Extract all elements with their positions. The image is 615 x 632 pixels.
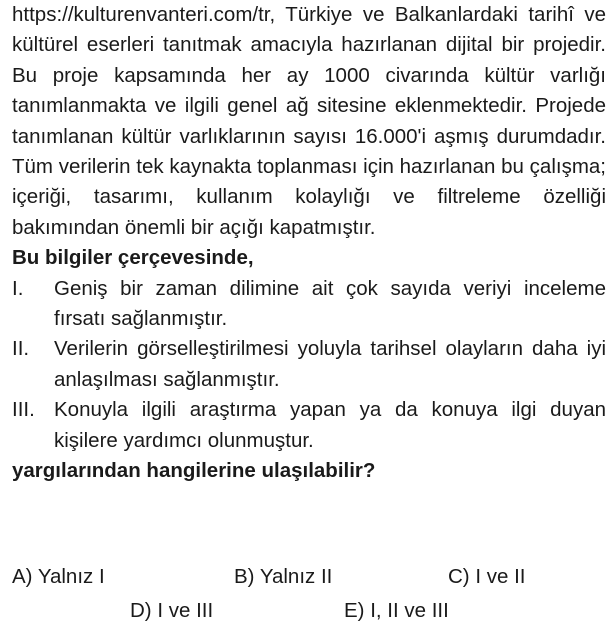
choice-b[interactable]: B) Yalnız II — [234, 565, 333, 588]
statement-item-2 — [12, 334, 606, 395]
question-block — [12, 0, 606, 487]
statement-number: III. — [12, 398, 35, 422]
statement-number: II. — [12, 337, 30, 361]
question-ask: yargılarından hangilerine ulaşılabilir? — [12, 459, 376, 483]
choice-e[interactable]: E) I, II ve III — [344, 599, 449, 622]
choice-a[interactable]: A) Yalnız I — [12, 565, 105, 588]
statement-text: Konuyla ilgili araştırma yapan ya da konuya ilgi duyan kişilere yardımcı olunmuştur. — [54, 398, 606, 452]
question-stem: https://kulturenvanteri.com/tr, Türkiye ve Balkanlardaki tarihî ve kültürel eserleri tanıtmak amacıyla hazırlanan dijital bir projedir. Bu proje kapsamında her ay 1000 civarında kültür varlığı tanımlanmakta ve ilgili genel ağ sitesine eklenmektedir. Projede tanımlanan kültür varlıklarının sayısı 16.000'i aşmış durumdadır. Tüm verilerin tek kaynakta toplanması için hazırlanan bu çalışma; içeriği, tasarımı, kullanım kolaylığı ve filtreleme özelliği bakımından önemli bir açığı kapatmıştır. — [12, 3, 606, 239]
statement-number: I. — [12, 276, 24, 300]
statement-text: Geniş bir zaman dilimine ait çok sayıda veriyi inceleme fırsatı sağlanmıştır. — [54, 276, 606, 331]
statement-item-3 — [12, 395, 606, 456]
answer-choices — [12, 562, 606, 632]
question-prompt: Bu bilgiler çerçevesinde, — [12, 246, 254, 270]
statement-item-1 — [12, 274, 606, 335]
statement-text: Verilerin görselleştirilmesi yoluyla tarihsel olayların daha iyi anlaşılması sağlanmıştır. — [54, 337, 606, 391]
statement-list — [12, 274, 606, 456]
choice-c[interactable]: C) I ve II — [448, 565, 526, 588]
choice-d[interactable]: D) I ve III — [130, 599, 214, 622]
